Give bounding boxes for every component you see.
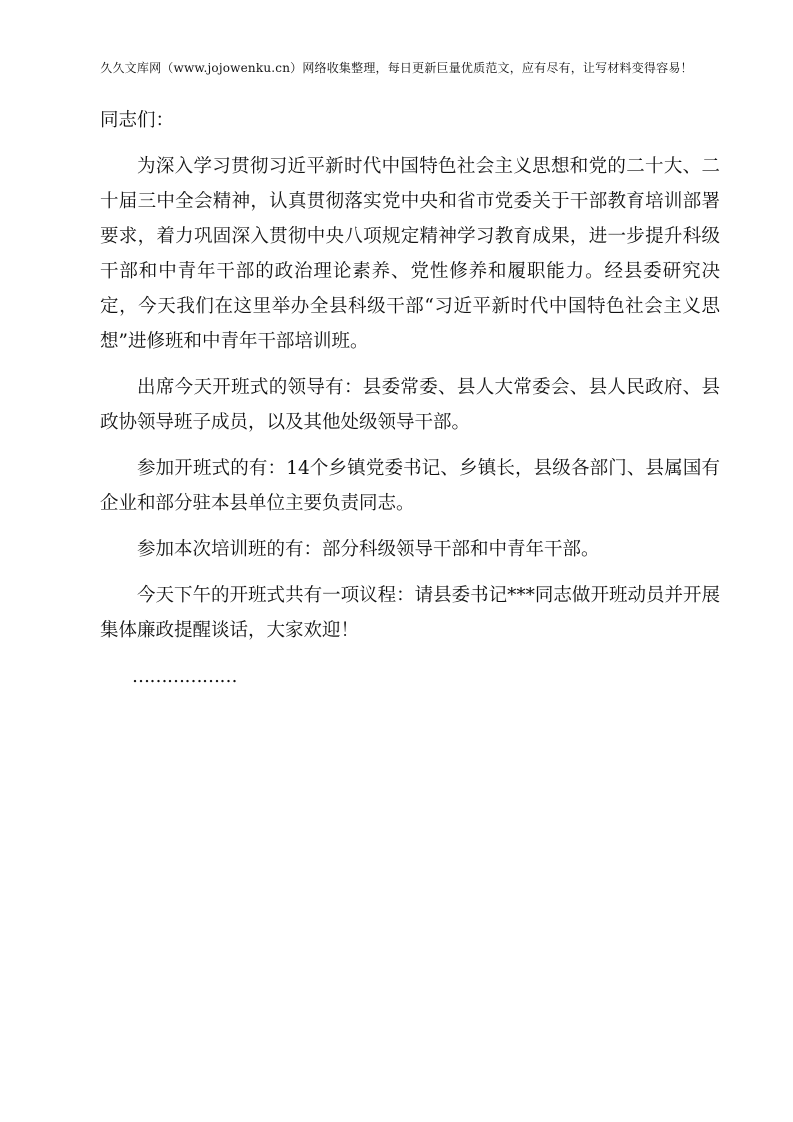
paragraph-intro: 为深入学习贯彻习近平新时代中国特色社会主义思想和党的二十大、二十届三中全会精神，认真贯彻落实党中央和省市党委关于干部教育培训部署要求，着力巩固深入贯彻中央八项规定精神学习教育成果，进一步提升科级干部和中青年干部的政治理论素养、党性修养和履职能力。经县委研究决定，今天我们在这里举办全县科级干部“习近平新时代中国特色社会主义思想”进修班和中青年干部培训班。 (100, 156, 720, 352)
document-body (100, 103, 720, 694)
ellipsis-line: ……………… (132, 666, 237, 687)
paragraph-trainees: 参加本次培训班的有：部分科级领导干部和中青年干部。 (137, 539, 600, 560)
paragraph-participants: 参加开班式的有：14个乡镇党委书记、乡镇长，县级各部门、县属国有企业和部分驻本县单位主要负责同志。 (100, 458, 720, 514)
paragraph-agenda: 今天下午的开班式共有一项议程：请县委书记***同志做开班动员并开展集体廉政提醒谈话，大家欢迎！ (100, 585, 720, 641)
salutation: 同志们： (100, 110, 175, 131)
paragraph-attending-leaders: 出席今天开班式的领导有：县委常委、县人大常委会、县人民政府、县政协领导班子成员，以及其他处级领导干部。 (100, 377, 720, 433)
header-watermark-note: 久久文库网（www.jojowenku.cn）网络收集整理，每日更新巨量优质范文，应有尽有，让写材料变得容易！ (100, 61, 693, 75)
